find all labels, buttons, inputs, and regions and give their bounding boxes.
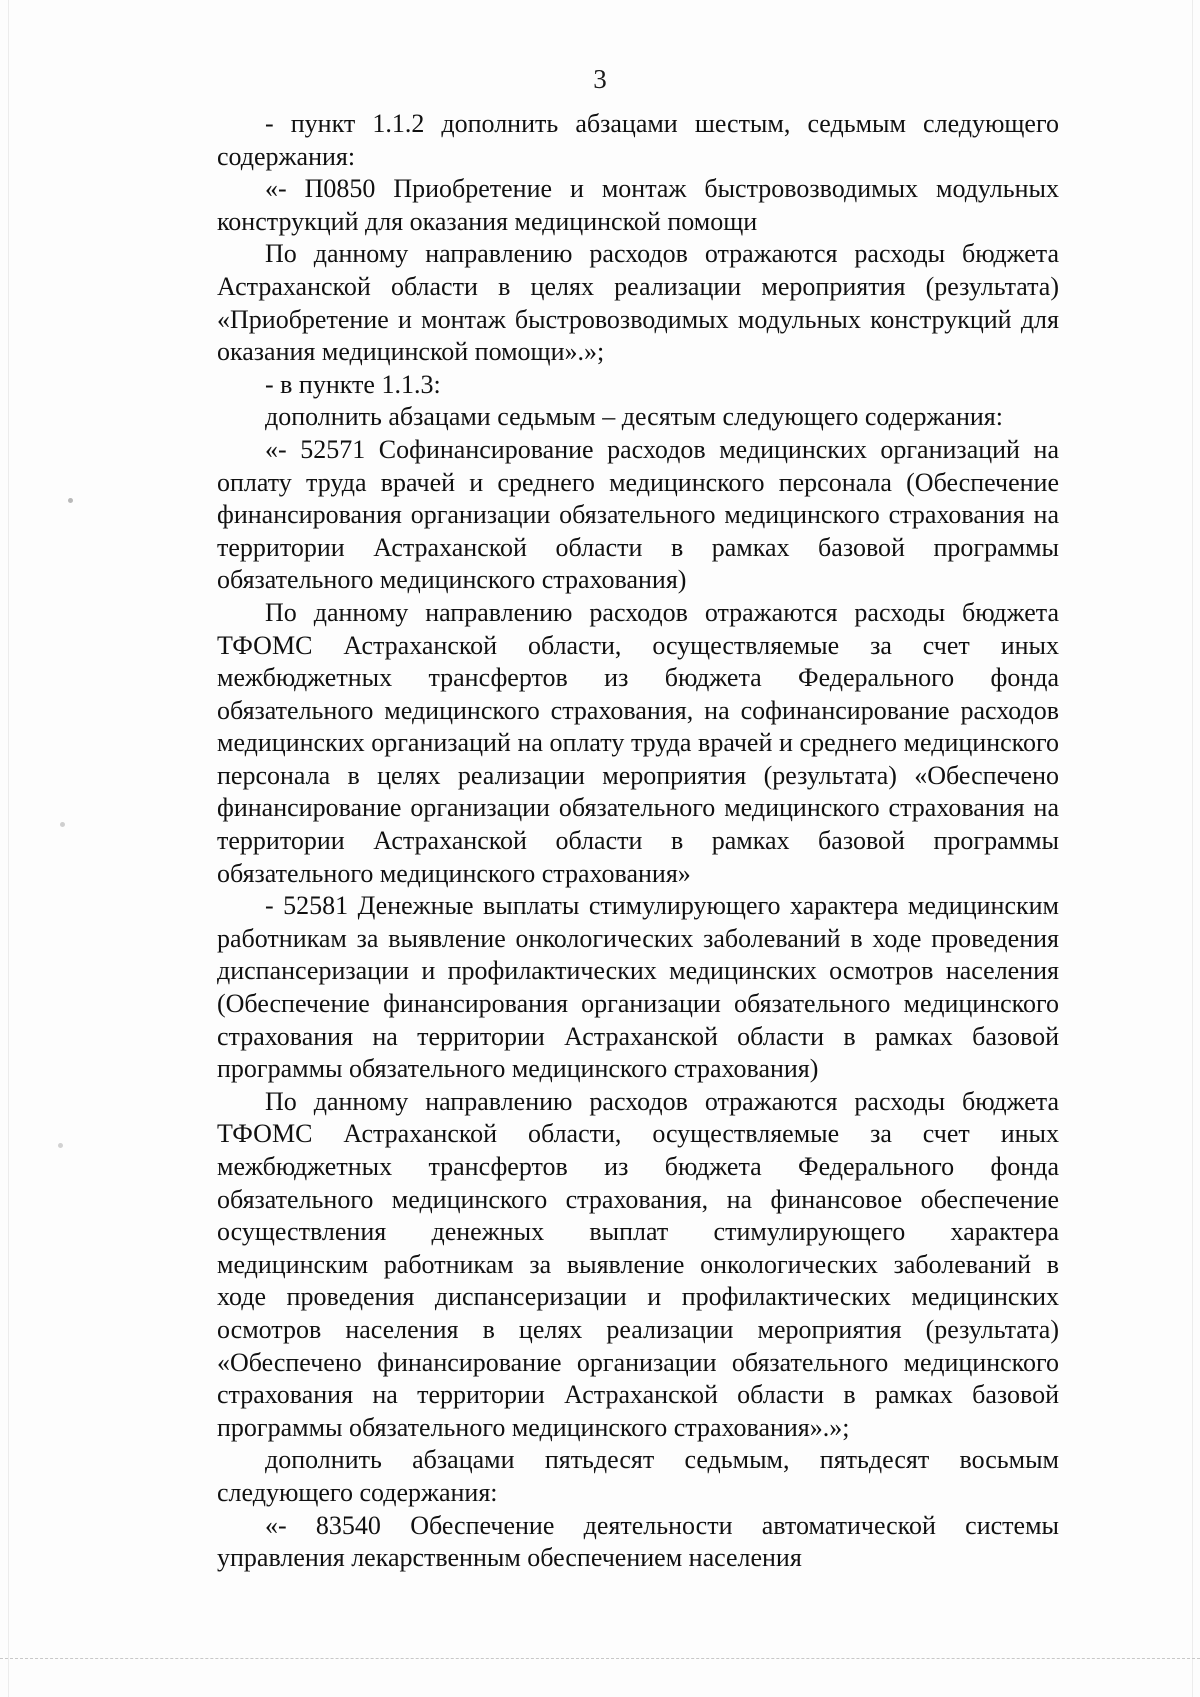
paragraph: дополнить абзацами пятьдесят седьмым, пятьдесят восьмым следующего содержания: bbox=[217, 1445, 1059, 1507]
paragraph: По данному направлению расходов отражаются расходы бюджета Астраханской области в целях реализации мероприятия (результата) «Приобретение и монтаж быстровозводимых модульных конструкций для оказания медицинской помощи».»; bbox=[217, 239, 1059, 367]
paragraph: - пункт 1.1.2 дополнить абзацами шестым, седьмым следующего содержания: bbox=[217, 109, 1059, 171]
document-body bbox=[217, 108, 1059, 1575]
paragraph: «- 83540 Обеспечение деятельности автоматической системы управления лекарственным обеспечением населения bbox=[217, 1510, 1059, 1573]
paragraph: По данному направлению расходов отражаются расходы бюджета ТФОМС Астраханской области, осуществляемые за счет иных межбюджетных трансфертов из бюджета Федерального фонда обязательного медицинского страхования, на софинансирование расходов медицинских организаций на оплату труда врачей и среднего медицинского персонала в целях реализации мероприятия (результата) «Обеспечено финансирование организации обязательного медицинского страхования на территории Астраханской области в рамках базовой программы обязательного медицинского страхования» bbox=[217, 597, 1059, 888]
scan-speck bbox=[68, 498, 73, 503]
paragraph: - 52581 Денежные выплаты стимулирующего характера медицинским работникам за выявление онкологических заболеваний в ходе проведения диспансеризации и профилактических медицинских осмотров населения (Обеспечение финансирования организации обязательного медицинского страхования на территории Астраханской области в рамках базовой программы обязательного медицинского страхования) bbox=[217, 891, 1059, 1084]
paragraph: По данному направлению расходов отражаются расходы бюджета ТФОМС Астраханской области, осуществляемые за счет иных межбюджетных трансфертов из бюджета Федерального фонда обязательного медицинского страхования, на финансовое обеспечение осуществления денежных выплат стимулирующего характера медицинским работникам за выявление онкологических заболеваний в ходе проведения диспансеризации и профилактических медицинских осмотров населения в целях реализации мероприятия (результата) «Обеспечено финансирование организации обязательного медицинского страхования на территории Астраханской области в рамках базовой программы обязательного медицинского страхования».»; bbox=[217, 1086, 1059, 1442]
scan-edge-right bbox=[1192, 0, 1193, 1697]
paragraph: «- 52571 Софинансирование расходов медицинских организаций на оплату труда врачей и среднего медицинского персонала (Обеспечение финансирования организации обязательного медицинского страхования на территории Астраханской области в рамках базовой программы обязательного медицинского страхования) bbox=[217, 434, 1059, 595]
paragraph: - в пункте 1.1.3: bbox=[265, 369, 441, 399]
scan-bottom-line bbox=[0, 1658, 1200, 1659]
scan-speck bbox=[60, 822, 65, 827]
scan-edge-left bbox=[8, 0, 9, 1697]
scan-speck bbox=[58, 1143, 63, 1148]
page-number: 3 bbox=[593, 64, 607, 94]
paragraph: «- П0850 Приобретение и монтаж быстровозводимых модульных конструкций для оказания медицинской помощи bbox=[217, 174, 1059, 236]
paragraph: дополнить абзацами седьмым – десятым следующего содержания: bbox=[265, 402, 1003, 432]
